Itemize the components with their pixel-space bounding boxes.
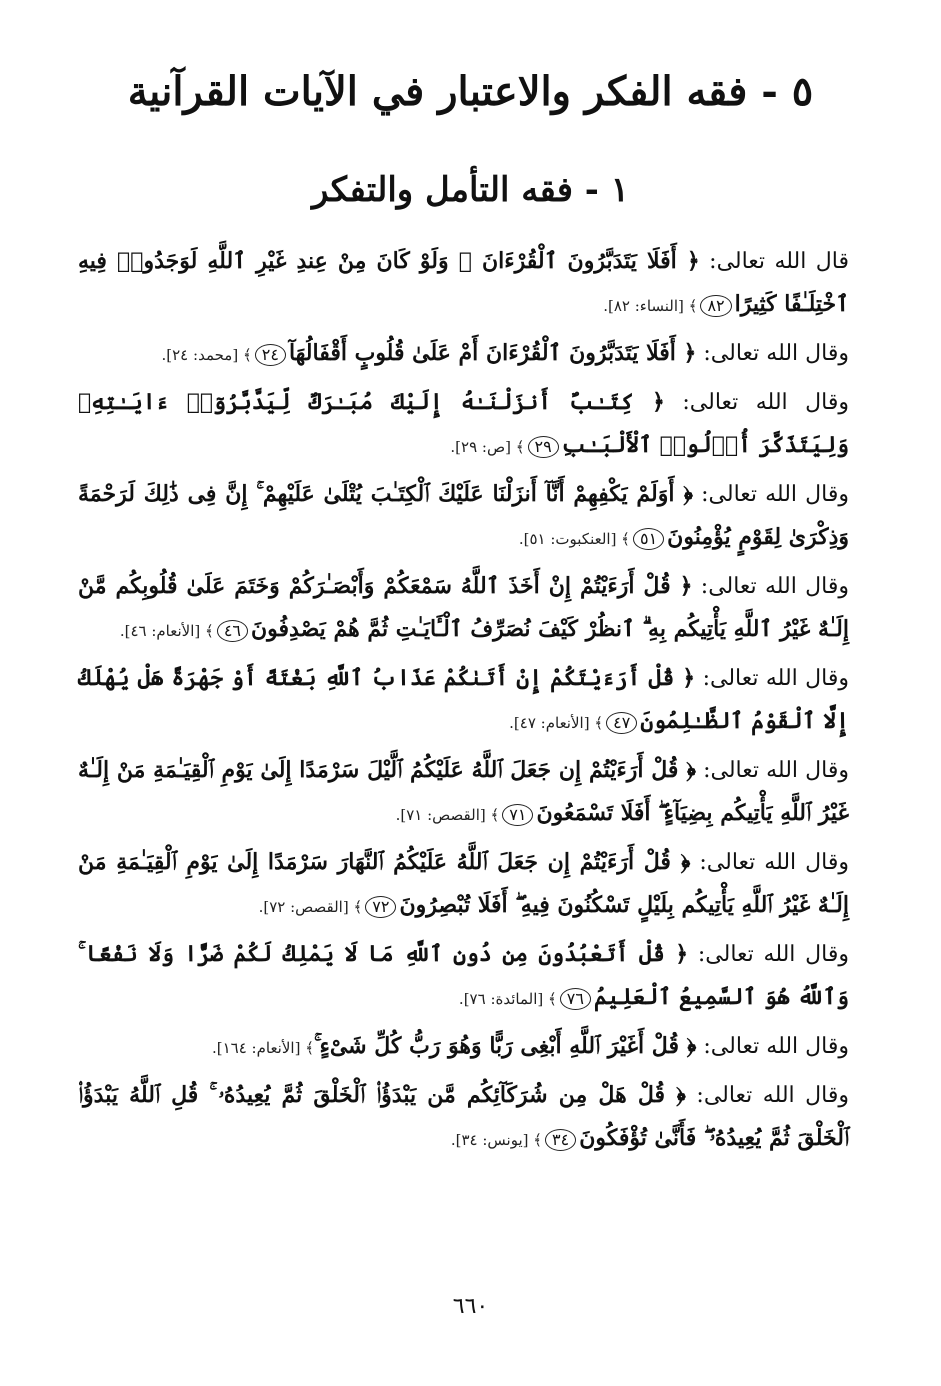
quran-verse-text: ﴿ أَفَلَا يَتَدَبَّرُونَ ٱلْقُرْءَانَ أَمْ عَلَىٰ قُلُوبٍ أَقْفَالُهَآ — [288, 340, 697, 366]
verse-reference: ﴾ [ص: ٢٩]. — [450, 438, 525, 456]
verse-number-badge: ٤٦ — [217, 620, 248, 642]
verse-number-badge: ٧٦ — [560, 988, 591, 1010]
quran-verse-text: ﴿ كِتَـٰبٌ أَنزَلْنَـٰهُ إِلَيْكَ مُبَـٰرَكٌ لِّيَدَّبَّرُوٓا۟ ءَايَـٰتِهِۦ وَلِيَتَذَكَّرَ أُو۟لُوا۟ ٱلْأَلْبَـٰبِ — [78, 389, 849, 458]
verse-number-badge: ٣٤ — [545, 1129, 576, 1151]
verse-intro: وقال الله تعالى: — [700, 574, 849, 599]
verse-reference: ﴾ [المائدة: ٧٦]. — [458, 990, 557, 1008]
verse-paragraph — [78, 332, 849, 377]
verse-reference: ﴾ [الأنعام: ٤٦]. — [119, 622, 214, 640]
verse-paragraph — [78, 240, 849, 328]
quran-verse-text: ﴿ قُلْ هَلْ مِن شُرَكَآئِكُم مَّن يَبْدَؤُا۟ ٱلْخَلْقَ ثُمَّ يُعِيدُهُۥ ۚ قُلِ ٱللَّهُ يَبْدَؤُا۟ ٱلْخَلْقَ ثُمَّ يُعِيدُهُۥ ۖ فَأَنَّىٰ تُؤْفَكُونَ — [78, 1082, 849, 1151]
verse-reference: ﴾ [الأنعام: ١٦٤]. — [211, 1039, 314, 1057]
quran-verse-text: ﴿ أَفَلَا يَتَدَبَّرُونَ ٱلْقُرْءَانَ ۚ وَلَوْ كَانَ مِنْ عِندِ غَيْرِ ٱللَّهِ لَوَجَدُوا۟ فِيهِ ٱخْتِلَـٰفًا كَثِيرًا — [78, 248, 849, 317]
verse-number-badge: ٥١ — [633, 528, 664, 550]
verse-reference: ﴾ [القصص: ٧١]. — [395, 806, 500, 824]
verse-number-badge: ٧١ — [502, 804, 533, 826]
verse-reference: ﴾ [العنكبوت: ٥١]. — [518, 530, 630, 548]
section-title: ١ - فقه التأمل والتفكر — [311, 170, 629, 210]
quran-verse-text: ﴿ قُلْ أَرَءَيْتُمْ إِن جَعَلَ ٱللَّهُ عَلَيْكُمُ ٱلنَّهَارَ سَرْمَدًا إِلَىٰ يَوْمِ ٱلْقِيَـٰمَةِ مَنْ إِلَـٰهٌ غَيْرُ ٱللَّهِ يَأْتِيكُم بِلَيْلٍ تَسْكُنُونَ فِيهِ ۖ أَفَلَا تُبْصِرُونَ — [78, 849, 849, 918]
verse-intro: وقال الله تعالى: — [696, 1083, 849, 1108]
verse-paragraph — [78, 381, 849, 469]
quran-verse-text: ﴿ أَوَلَمْ يَكْفِهِمْ أَنَّآ أَنزَلْنَا عَلَيْكَ ٱلْكِتَـٰبَ يُتْلَىٰ عَلَيْهِمْ ۚ إِنَّ فِى ذَٰلِكَ لَرَحْمَةً وَذِكْرَىٰ لِقَوْمٍ يُؤْمِنُونَ — [78, 481, 849, 550]
verse-number-badge: ٨٢ — [700, 295, 731, 317]
verses-list — [78, 240, 849, 1166]
verse-number-badge: ٢٩ — [528, 436, 559, 458]
verse-intro: وقال الله تعالى: — [697, 942, 849, 967]
verse-reference: ﴾ [النساء: ٨٢]. — [603, 297, 698, 315]
verse-intro: وقال الله تعالى: — [702, 666, 849, 691]
quran-verse-text: ﴿ قُلْ أَرَءَيْتَكُمْ إِنْ أَتَىٰكُمْ عَذَابُ ٱللَّهِ بَغْتَةً أَوْ جَهْرَةً هَلْ يُهْلَكُ إِلَّا ٱلْقَوْمُ ٱلظَّـٰلِمُونَ — [78, 665, 849, 734]
chapter-title: ٥ - فقه الفكر والاعتبار في الآيات القرآنية — [127, 68, 814, 115]
quran-verse-text: ﴿ قُلْ أَتَعْبُدُونَ مِن دُونِ ٱللَّهِ مَا لَا يَمْلِكُ لَكُمْ ضَرًّا وَلَا نَفْعًا ۚ وَٱللَّهُ هُوَ ٱلسَّمِيعُ ٱلْعَلِيمُ — [78, 941, 849, 1010]
verse-number-badge: ٢٤ — [255, 344, 286, 366]
verse-paragraph — [78, 933, 849, 1021]
verse-paragraph — [78, 473, 849, 561]
verse-intro: وقال الله تعالى: — [699, 850, 849, 875]
verse-paragraph — [78, 841, 849, 929]
verse-reference: ﴾ [القصص: ٧٢]. — [258, 898, 363, 916]
quran-verse-text: ﴿ قُلْ أَغَيْرَ ٱللَّهِ أَبْغِى رَبًّا وَهُوَ رَبُّ كُلِّ شَىْءٍ ۚ — [314, 1033, 697, 1059]
verse-paragraph — [78, 657, 849, 745]
verse-number-badge: ٤٧ — [606, 712, 637, 734]
quran-verse-text: ﴿ قُلْ أَرَءَيْتُمْ إِن جَعَلَ ٱللَّهُ عَلَيْكُمُ ٱلَّيْلَ سَرْمَدًا إِلَىٰ يَوْمِ ٱلْقِيَـٰمَةِ مَنْ إِلَـٰهٌ غَيْرُ ٱللَّهِ يَأْتِيكُم بِضِيَآءٍ ۖ أَفَلَا تَسْمَعُونَ — [78, 757, 849, 826]
verse-reference: ﴾ [محمد: ٢٤]. — [161, 346, 252, 364]
verse-intro: وقال الله تعالى: — [703, 758, 849, 783]
page-number: ٦٦٠ — [452, 1294, 489, 1319]
verse-reference: ﴾ [يونس: ٣٤]. — [450, 1131, 543, 1149]
verse-paragraph — [78, 749, 849, 837]
verse-paragraph — [78, 1074, 849, 1162]
verse-intro: وقال الله تعالى: — [701, 482, 849, 507]
verse-paragraph — [78, 565, 849, 653]
quran-verse-text: ﴿ قُلْ أَرَءَيْتُمْ إِنْ أَخَذَ ٱللَّهُ سَمْعَكُمْ وَأَبْصَـٰرَكُمْ وَخَتَمَ عَلَىٰ قُلُوبِكُم مَّنْ إِلَـٰهٌ غَيْرُ ٱللَّهِ يَأْتِيكُم بِهِ ۗ ٱنظُرْ كَيْفَ نُصَرِّفُ ٱلْـَٔايَـٰتِ ثُمَّ هُمْ يَصْدِفُونَ — [78, 573, 849, 642]
verse-reference: ﴾ [الأنعام: ٤٧]. — [509, 714, 604, 732]
verse-paragraph — [78, 1025, 849, 1070]
verse-number-badge: ٧٢ — [365, 896, 396, 918]
verse-intro: وقال الله تعالى: — [703, 341, 849, 366]
verse-intro: وقال الله تعالى: — [682, 390, 849, 415]
verse-intro: وقال الله تعالى: — [703, 1034, 849, 1059]
verse-intro: قال الله تعالى: — [709, 249, 849, 274]
